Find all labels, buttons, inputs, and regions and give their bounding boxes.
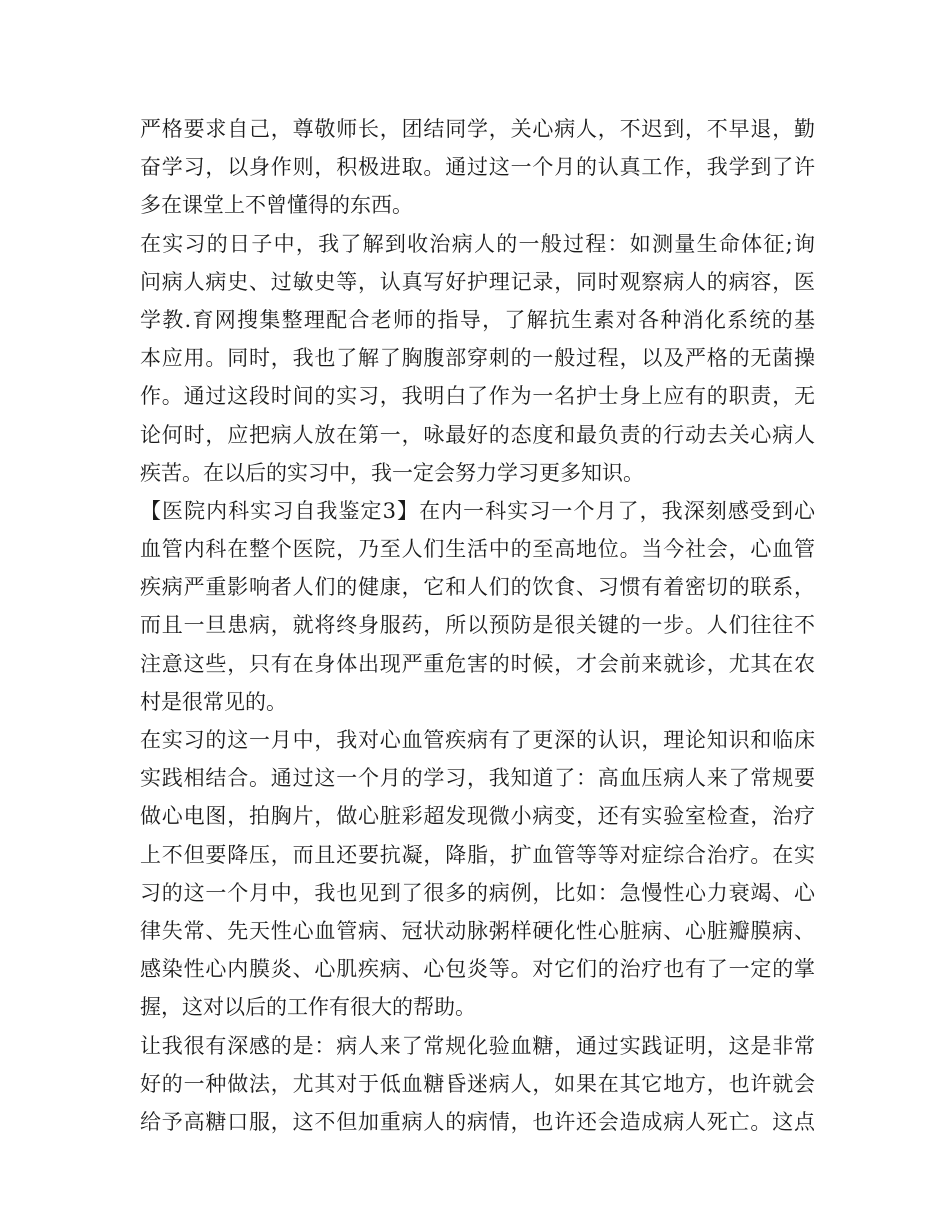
text-line: 律失常、先天性心血管病、冠状动脉粥样硬化性心脏病、心脏瓣膜病、 [140,918,815,943]
text-line: 论何时，应把病人放在第一，咏最好的态度和最负责的行动去关心病人 [140,422,815,447]
text-line: 让我很有深感的是：病人来了常规化验血糖，通过实践证明，这是非常 [140,1033,815,1058]
text-line: 注意这些，只有在身体出现严重危害的时候，才会前来就诊，尤其在农 [140,651,815,676]
text-line: 学教.育网搜集整理配合老师的指导，了解抗生素对各种消化系统的基 [140,307,815,332]
text-line: 问病人病史、过敏史等，认真写好护理记录，同时观察病人的病容，医 [140,269,815,294]
text-line: 好的一种做法，尤其对于低血糖昏迷病人，如果在其它地方，也许就会 [140,1071,815,1096]
text-line: 作。通过这段时间的实习，我明白了作为一名护士身上应有的职责，无 [140,384,815,409]
text-line: 给予高糖口服，这不但加重病人的病情，也许还会造成病人死亡。这点 [140,1109,815,1134]
text-line: 上不但要降压，而且还要抗凝，降脂，扩血管等等对症综合治疗。在实 [140,842,815,867]
text-line: 在实习的这一月中，我对心血管疾病有了更深的认识，理论知识和临床 [140,728,815,752]
text-line: 习的这一个月中，我也见到了很多的病例，比如：急慢性心力衰竭、心 [140,880,815,905]
document-body [140,110,815,1141]
text-line: 【医院内科实习自我鉴定3】在内一科实习一个月了，我深刻感受到心 [140,498,815,523]
text-line: 疾苦。在以后的实习中，我一定会努力学习更多知识。 [140,460,644,485]
text-line: 感染性心内膜炎、心肌疾病、心包炎等。对它们的治疗也有了一定的掌 [140,957,815,982]
text-line: 血管内科在整个医院，乃至人们生活中的至高地位。当今社会，心血管 [140,537,815,562]
text-line: 本应用。同时，我也了解了胸腹部穿刺的一般过程，以及严格的无菌操 [140,346,815,371]
text-line: 奋学习，以身作则，积极进取。通过这一个月的认真工作，我学到了许 [140,155,815,180]
text-line: 村是很常见的。 [140,689,287,714]
text-line: 多在课堂上不曾懂得的东西。 [140,193,413,218]
text-line: 在实习的日子中，我了解到收治病人的一般过程：如测量生命体征;询 [140,231,815,256]
text-line: 握，这对以后的工作有很大的帮助。 [140,995,476,1020]
text-line: 严格要求自己，尊敬师长，团结同学，关心病人，不迟到，不早退，勤 [140,117,815,141]
text-line: 做心电图，拍胸片，做心脏彩超发现微小病变，还有实验室检查，治疗 [140,804,815,829]
text-line: 疾病严重影响者人们的健康，它和人们的饮食、习惯有着密切的联系， [140,575,815,600]
text-line: 实践相结合。通过这一个月的学习，我知道了：高血压病人来了常规要 [140,766,815,791]
text-line: 而且一旦患病，就将终身服药，所以预防是很关键的一步。人们往往不 [140,613,815,638]
